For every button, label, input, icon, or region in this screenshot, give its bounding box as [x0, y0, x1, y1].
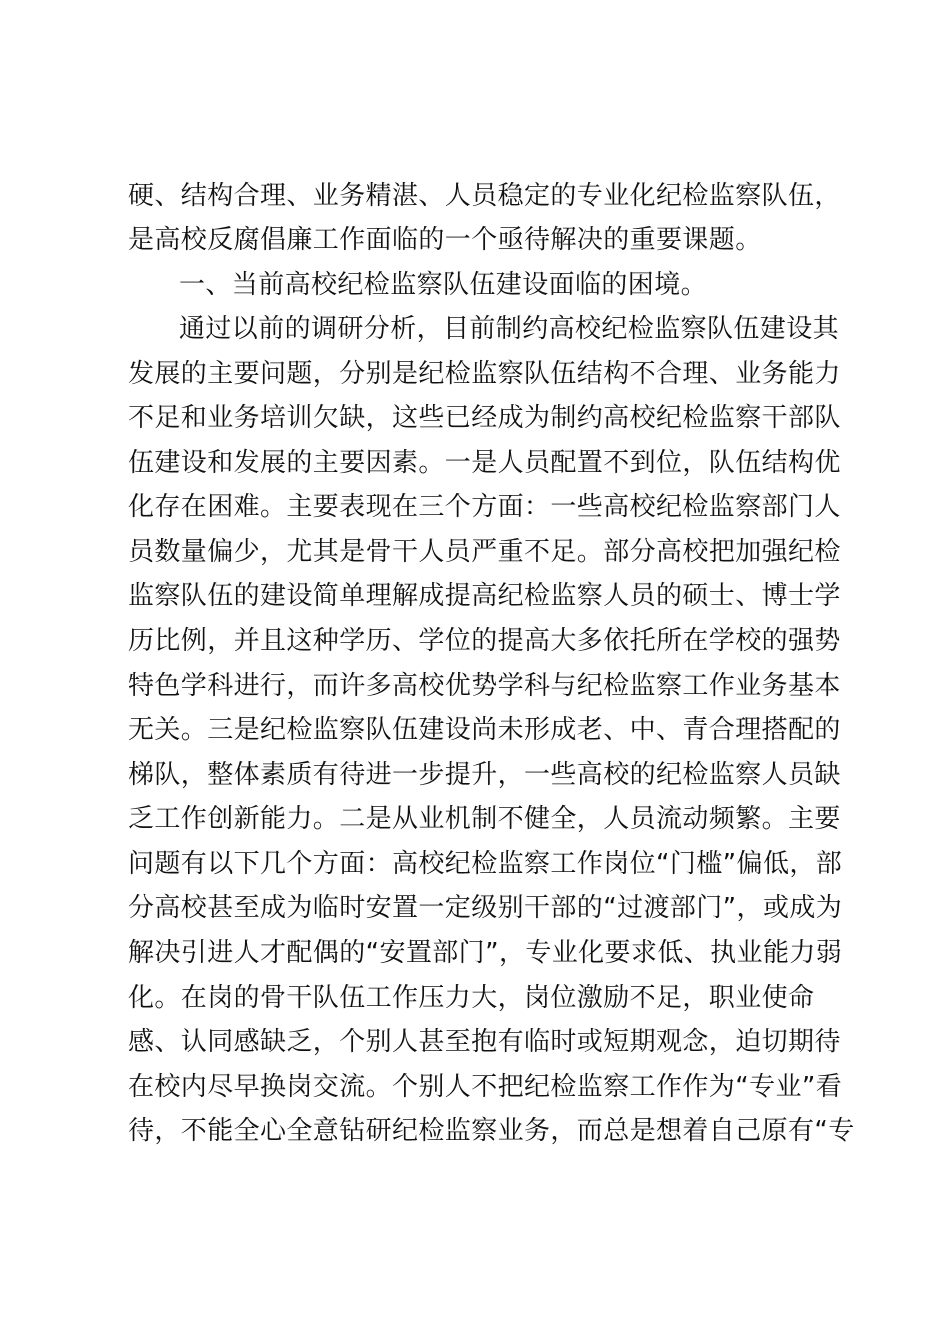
text-line: 待，不能全心全意钻研纪检监察业务，而总是想着自己原有“专: [128, 1116, 855, 1146]
text-line: 监察队伍的建设简单理解成提高纪检监察人员的硕士、博士学: [128, 581, 841, 611]
text-line: 员数量偏少，尤其是骨干人员严重不足。部分高校把加强纪检: [128, 537, 841, 567]
text-line: 分高校甚至成为临时安置一定级别干部的“过渡部门”，或成为: [128, 893, 843, 923]
text-line: 在校内尽早换岗交流。个别人不把纪检监察工作作为“专业”看: [128, 1072, 843, 1102]
text-line: 伍建设和发展的主要因素。一是人员配置不到位，队伍结构优: [128, 448, 841, 478]
text-line: 乏工作创新能力。二是从业机制不健全，人员流动频繁。主要: [128, 804, 841, 834]
text-line: 无关。三是纪检监察队伍建设尚未形成老、中、青合理搭配的: [128, 715, 841, 745]
text-line: 问题有以下几个方面：高校纪检监察工作岗位“门槛”偏低，部: [128, 849, 843, 879]
text-line: 梯队，整体素质有待进一步提升，一些高校的纪检监察人员缺: [128, 760, 841, 790]
text-line: 不足和业务培训欠缺，这些已经成为制约高校纪检监察干部队: [128, 403, 841, 433]
text-line: 通过以前的调研分析，目前制约高校纪检监察队伍建设其: [179, 314, 840, 344]
text-line: 感、认同感缺乏，个别人甚至抱有临时或短期观念，迫切期待: [128, 1027, 841, 1057]
text-line: 解决引进人才配偶的“安置部门”，专业化要求低、执业能力弱: [128, 938, 843, 968]
text-line: 特色学科进行，而许多高校优势学科与纪检监察工作业务基本: [128, 671, 841, 701]
text-line: 历比例，并且这种学历、学位的提高大多依托所在学校的强势: [128, 626, 841, 656]
text-line: 硬、结构合理、业务精湛、人员稳定的专业化纪检监察队伍，: [128, 181, 841, 211]
text-line: 化存在困难。主要表现在三个方面：一些高校纪检监察部门人: [128, 492, 841, 522]
text-line: 化。在岗的骨干队伍工作压力大，岗位激励不足，职业使命: [128, 983, 815, 1013]
text-line: 发展的主要问题，分别是纪检监察队伍结构不合理、业务能力: [128, 359, 841, 389]
text-line: 是高校反腐倡廉工作面临的一个亟待解决的重要课题。: [128, 225, 762, 255]
section-heading: 一、当前高校纪检监察队伍建设面临的困境。: [179, 270, 708, 300]
